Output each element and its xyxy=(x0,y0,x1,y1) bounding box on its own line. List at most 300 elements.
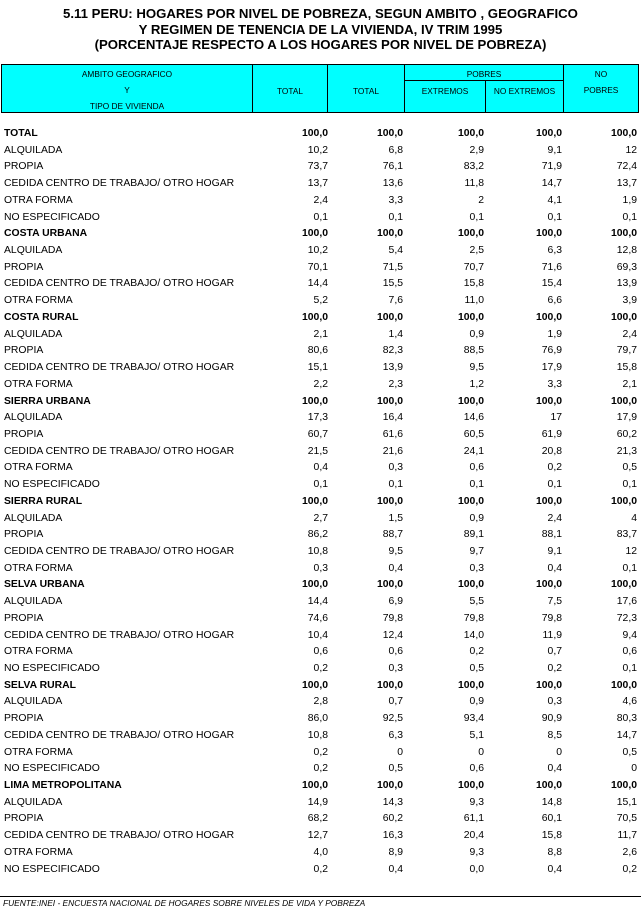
row-value: 0,5 xyxy=(622,746,637,758)
row-value: 15,8 xyxy=(463,278,484,290)
row-value: 0,4 xyxy=(388,863,403,875)
table-row xyxy=(0,544,641,561)
row-value: 100,0 xyxy=(376,228,403,240)
row-value: 60,2 xyxy=(616,428,637,440)
row-label: CEDIDA CENTRO DE TRABAJO/ OTRO HOGAR xyxy=(4,278,235,290)
row-value: 100,0 xyxy=(376,395,403,407)
row-label: PROPIA xyxy=(4,529,44,541)
row-label: OTRA FORMA xyxy=(4,295,73,307)
row-value: 0,1 xyxy=(469,479,484,491)
row-value: 2,4 xyxy=(313,194,328,206)
row-label: ALQUILADA xyxy=(4,328,63,340)
row-value: 8,9 xyxy=(388,846,403,858)
row-value: 61,9 xyxy=(541,428,562,440)
row-value: 100,0 xyxy=(376,679,403,691)
row-value: 100,0 xyxy=(376,579,403,591)
row-value: 15,4 xyxy=(541,278,562,290)
row-value: 4 xyxy=(631,512,637,524)
row-value: 72,3 xyxy=(616,612,637,624)
table-row xyxy=(0,511,641,528)
row-value: 60,5 xyxy=(463,428,484,440)
row-value: 2,1 xyxy=(622,378,637,390)
row-value: 0,1 xyxy=(388,211,403,223)
row-value: 6,8 xyxy=(388,144,403,156)
row-value: 100,0 xyxy=(376,780,403,792)
header-total-2: TOTAL xyxy=(353,86,379,96)
table-body xyxy=(0,126,641,878)
row-value: 8,5 xyxy=(547,729,562,741)
row-value: 70,5 xyxy=(616,813,637,825)
table-row xyxy=(0,527,641,544)
row-value: 74,6 xyxy=(307,612,328,624)
table-header xyxy=(1,64,639,113)
row-value: 0,6 xyxy=(469,462,484,474)
header-no-extremos: NO EXTREMOS xyxy=(493,86,556,96)
row-value: 89,1 xyxy=(463,529,484,541)
row-label: CEDIDA CENTRO DE TRABAJO/ OTRO HOGAR xyxy=(4,729,235,741)
row-label: ALQUILADA xyxy=(4,596,63,608)
row-value: 21,6 xyxy=(382,445,403,457)
row-label: OTRA FORMA xyxy=(4,462,73,474)
row-value: 0,6 xyxy=(469,763,484,775)
row-value: 71,6 xyxy=(541,261,562,273)
row-value: 9,7 xyxy=(469,545,484,557)
row-label: PROPIA xyxy=(4,713,44,725)
row-value: 13,7 xyxy=(616,178,637,190)
table-row xyxy=(0,611,641,628)
row-label: ALQUILADA xyxy=(4,245,63,257)
table-row xyxy=(0,343,641,360)
row-value: 10,2 xyxy=(307,144,328,156)
row-value: 9,1 xyxy=(547,545,562,557)
table-row xyxy=(0,628,641,645)
row-value: 90,9 xyxy=(541,713,562,725)
row-value: 17,9 xyxy=(541,362,562,374)
table-row xyxy=(0,845,641,862)
row-label: OTRA FORMA xyxy=(4,562,73,574)
row-value: 12 xyxy=(625,144,637,156)
row-value: 100,0 xyxy=(535,228,562,240)
row-value: 16,3 xyxy=(382,830,403,842)
row-label: SELVA URBANA xyxy=(4,579,85,591)
row-value: 2,9 xyxy=(469,144,484,156)
row-value: 6,9 xyxy=(388,596,403,608)
row-label: CEDIDA CENTRO DE TRABAJO/ OTRO HOGAR xyxy=(4,445,235,457)
row-label: NO ESPECIFICADO xyxy=(4,663,100,674)
row-value: 14,0 xyxy=(463,629,484,641)
row-value: 11,9 xyxy=(542,629,562,641)
row-value: 92,5 xyxy=(382,713,403,725)
row-label: OTRA FORMA xyxy=(4,378,73,390)
row-value: 2,7 xyxy=(313,512,328,524)
row-value: 82,3 xyxy=(382,345,403,357)
row-value: 100,0 xyxy=(301,780,328,792)
row-value: 0,2 xyxy=(547,663,562,674)
row-value: 100,0 xyxy=(301,311,328,323)
row-label: PROPIA xyxy=(4,612,44,624)
row-label: CEDIDA CENTRO DE TRABAJO/ OTRO HOGAR xyxy=(4,629,235,641)
section-row xyxy=(0,678,641,695)
table-row xyxy=(0,293,641,310)
row-value: 5,1 xyxy=(469,729,484,741)
row-label: CEDIDA CENTRO DE TRABAJO/ OTRO HOGAR xyxy=(4,362,235,374)
row-value: 11,8 xyxy=(464,178,484,190)
row-value: 60,7 xyxy=(307,428,328,440)
row-value: 0,9 xyxy=(469,512,484,524)
row-value: 14,8 xyxy=(541,796,562,808)
row-label: CEDIDA CENTRO DE TRABAJO/ OTRO HOGAR xyxy=(4,178,235,190)
title-line-1: 5.11 PERU: HOGARES POR NIVEL DE POBREZA, SEGUN AMBITO , GEOGRAFICO xyxy=(63,6,578,21)
row-value: 0,1 xyxy=(313,479,328,491)
table-row xyxy=(0,327,641,344)
row-value: 20,4 xyxy=(463,830,484,842)
row-label: SIERRA RURAL xyxy=(4,495,83,507)
row-value: 14,7 xyxy=(541,178,562,190)
table-row xyxy=(0,427,641,444)
row-value: 79,8 xyxy=(382,612,403,624)
row-value: 0,9 xyxy=(469,696,484,708)
row-value: 10,8 xyxy=(307,545,328,557)
row-value: 0,1 xyxy=(547,211,562,223)
row-value: 0,1 xyxy=(388,479,403,491)
row-value: 15,1 xyxy=(616,796,637,808)
row-label: PROPIA xyxy=(4,261,44,273)
row-value: 0,3 xyxy=(388,462,403,474)
row-value: 83,7 xyxy=(616,529,637,541)
header-divider xyxy=(404,80,564,81)
row-label: ALQUILADA xyxy=(4,144,63,156)
row-value: 21,3 xyxy=(616,445,637,457)
row-value: 0,5 xyxy=(469,663,484,674)
row-value: 68,2 xyxy=(307,813,328,825)
row-value: 0 xyxy=(397,746,403,758)
row-label: TOTAL xyxy=(4,128,38,139)
row-value: 17,9 xyxy=(616,412,637,424)
row-value: 0,6 xyxy=(622,646,637,658)
row-value: 7,5 xyxy=(547,596,562,608)
row-label: PROPIA xyxy=(4,345,44,357)
row-value: 0,3 xyxy=(313,562,328,574)
row-value: 2,5 xyxy=(469,245,484,257)
row-value: 100,0 xyxy=(301,679,328,691)
row-value: 2,1 xyxy=(313,328,328,340)
row-value: 9,1 xyxy=(547,144,562,156)
row-value: 14,6 xyxy=(463,412,484,424)
table-row xyxy=(0,210,641,227)
row-value: 100,0 xyxy=(610,679,637,691)
row-value: 0,2 xyxy=(313,746,328,758)
row-value: 100,0 xyxy=(457,495,484,507)
source-note: FUENTE:INEI - ENCUESTA NACIONAL DE HOGARES SOBRE NIVELES DE VIDA Y POBREZA xyxy=(3,898,366,908)
row-value: 21,5 xyxy=(307,445,328,457)
row-value: 79,8 xyxy=(541,612,562,624)
row-label: NO ESPECIFICADO xyxy=(4,211,100,223)
row-value: 9,4 xyxy=(622,629,637,641)
row-value: 9,5 xyxy=(388,545,403,557)
row-value: 0,6 xyxy=(313,646,328,658)
row-value: 100,0 xyxy=(376,311,403,323)
row-label: OTRA FORMA xyxy=(4,846,73,858)
row-value: 100,0 xyxy=(610,495,637,507)
row-value: 14,4 xyxy=(307,596,328,608)
row-value: 2,4 xyxy=(547,512,562,524)
row-value: 0,2 xyxy=(313,663,328,674)
row-value: 0,7 xyxy=(547,646,562,658)
row-value: 0,3 xyxy=(547,696,562,708)
header-total-1: TOTAL xyxy=(277,86,303,96)
row-value: 100,0 xyxy=(535,311,562,323)
row-value: 0,4 xyxy=(547,763,562,775)
table-row xyxy=(0,377,641,394)
row-value: 80,3 xyxy=(616,713,637,725)
row-value: 13,9 xyxy=(382,362,403,374)
row-value: 0,4 xyxy=(547,863,562,875)
row-value: 16,4 xyxy=(382,412,403,424)
row-value: 60,2 xyxy=(382,813,403,825)
row-value: 88,5 xyxy=(463,345,484,357)
row-value: 0,2 xyxy=(547,462,562,474)
row-value: 100,0 xyxy=(301,495,328,507)
table-row xyxy=(0,243,641,260)
row-value: 0,2 xyxy=(313,863,328,875)
row-value: 12,7 xyxy=(307,830,328,842)
row-value: 100,0 xyxy=(457,228,484,240)
row-value: 100,0 xyxy=(535,395,562,407)
row-value: 79,8 xyxy=(463,612,484,624)
row-value: 0,1 xyxy=(469,211,484,223)
row-value: 100,0 xyxy=(301,128,328,139)
row-value: 17,3 xyxy=(307,412,328,424)
table-row xyxy=(0,644,641,661)
row-value: 100,0 xyxy=(610,228,637,240)
row-label: OTRA FORMA xyxy=(4,746,73,758)
row-value: 0,0 xyxy=(469,863,484,875)
row-value: 100,0 xyxy=(301,579,328,591)
table-row xyxy=(0,728,641,745)
section-row xyxy=(0,577,641,594)
row-value: 83,2 xyxy=(463,161,484,173)
row-value: 0,1 xyxy=(622,211,637,223)
row-value: 2,8 xyxy=(313,696,328,708)
table-row xyxy=(0,477,641,494)
row-value: 1,2 xyxy=(469,378,484,390)
section-row xyxy=(0,226,641,243)
row-value: 0,5 xyxy=(388,763,403,775)
table-row xyxy=(0,811,641,828)
header-extremos: EXTREMOS xyxy=(421,86,469,96)
row-value: 61,6 xyxy=(382,428,403,440)
row-value: 100,0 xyxy=(610,311,637,323)
row-value: 12,4 xyxy=(382,629,403,641)
row-value: 61,1 xyxy=(463,813,484,825)
row-value: 0 xyxy=(631,763,637,775)
row-value: 1,5 xyxy=(388,512,403,524)
row-value: 0,2 xyxy=(469,646,484,658)
row-value: 8,8 xyxy=(547,846,562,858)
table-row xyxy=(0,561,641,578)
row-value: 9,3 xyxy=(469,796,484,808)
row-value: 12,8 xyxy=(616,245,637,257)
table-row xyxy=(0,143,641,160)
row-value: 14,4 xyxy=(307,278,328,290)
row-value: 73,7 xyxy=(307,161,328,173)
row-label: ALQUILADA xyxy=(4,796,63,808)
row-value: 1,9 xyxy=(622,194,637,206)
row-value: 2 xyxy=(478,194,484,206)
row-value: 2,4 xyxy=(622,328,637,340)
row-value: 0,4 xyxy=(313,462,328,474)
row-value: 15,8 xyxy=(541,830,562,842)
row-value: 0,5 xyxy=(622,462,637,474)
row-value: 13,7 xyxy=(307,178,328,190)
row-value: 5,5 xyxy=(469,596,484,608)
row-value: 69,3 xyxy=(616,261,637,273)
row-value: 11,7 xyxy=(617,830,637,842)
row-value: 76,9 xyxy=(541,345,562,357)
header-ambito: AMBITO GEOGRAFICO Y TIPO DE VIVIENDA xyxy=(81,69,173,111)
table-title xyxy=(0,6,641,53)
table-row xyxy=(0,862,641,879)
section-row xyxy=(0,778,641,795)
row-value: 7,6 xyxy=(388,295,403,307)
table-row xyxy=(0,661,641,678)
table-row xyxy=(0,694,641,711)
header-pobres: POBRES xyxy=(466,69,502,79)
row-value: 0,1 xyxy=(622,562,637,574)
table-row xyxy=(0,444,641,461)
row-value: 0,1 xyxy=(547,479,562,491)
row-value: 15,1 xyxy=(307,362,328,374)
row-value: 0,2 xyxy=(622,863,637,875)
row-value: 86,0 xyxy=(307,713,328,725)
table-row xyxy=(0,410,641,427)
row-label: SIERRA URBANA xyxy=(4,395,91,407)
row-value: 10,8 xyxy=(307,729,328,741)
row-value: 70,7 xyxy=(463,261,484,273)
row-value: 100,0 xyxy=(457,395,484,407)
row-label: CEDIDA CENTRO DE TRABAJO/ OTRO HOGAR xyxy=(4,545,235,557)
row-value: 1,4 xyxy=(388,328,403,340)
row-value: 70,1 xyxy=(307,261,328,273)
table-row xyxy=(0,176,641,193)
section-row xyxy=(0,494,641,511)
row-value: 100,0 xyxy=(535,495,562,507)
row-value: 11,0 xyxy=(464,295,484,307)
row-value: 0,3 xyxy=(469,562,484,574)
row-label: NO ESPECIFICADO xyxy=(4,479,100,491)
row-value: 4,1 xyxy=(547,194,562,206)
row-value: 0 xyxy=(478,746,484,758)
row-value: 5,4 xyxy=(388,245,403,257)
row-value: 9,5 xyxy=(469,362,484,374)
table-row xyxy=(0,745,641,762)
row-label: PROPIA xyxy=(4,813,44,825)
row-value: 72,4 xyxy=(616,161,637,173)
row-value: 100,0 xyxy=(610,128,637,139)
row-value: 100,0 xyxy=(535,679,562,691)
row-value: 100,0 xyxy=(457,579,484,591)
row-label: SELVA RURAL xyxy=(4,679,76,691)
row-value: 10,2 xyxy=(307,245,328,257)
row-value: 100,0 xyxy=(535,780,562,792)
row-value: 2,6 xyxy=(622,846,637,858)
row-label: LIMA METROPOLITANA xyxy=(4,780,122,792)
row-value: 14,9 xyxy=(307,796,328,808)
row-label: PROPIA xyxy=(4,428,44,440)
row-value: 100,0 xyxy=(457,311,484,323)
header-divider xyxy=(485,80,486,112)
row-value: 60,1 xyxy=(541,813,562,825)
row-value: 3,3 xyxy=(388,194,403,206)
row-value: 15,5 xyxy=(382,278,403,290)
footer-rule xyxy=(0,896,641,897)
row-value: 1,9 xyxy=(547,328,562,340)
table-row xyxy=(0,260,641,277)
row-value: 3,3 xyxy=(547,378,562,390)
section-row xyxy=(0,394,641,411)
row-value: 24,1 xyxy=(463,445,484,457)
row-value: 100,0 xyxy=(535,579,562,591)
table-row xyxy=(0,795,641,812)
row-value: 79,7 xyxy=(616,345,637,357)
row-value: 0,7 xyxy=(388,696,403,708)
row-label: CEDIDA CENTRO DE TRABAJO/ OTRO HOGAR xyxy=(4,830,235,842)
row-value: 100,0 xyxy=(457,128,484,139)
row-value: 0,1 xyxy=(622,479,637,491)
row-value: 100,0 xyxy=(376,128,403,139)
table-row xyxy=(0,159,641,176)
row-value: 5,2 xyxy=(313,295,328,307)
row-value: 100,0 xyxy=(457,780,484,792)
table-row xyxy=(0,360,641,377)
row-label: NO ESPECIFICADO xyxy=(4,863,100,875)
row-value: 6,3 xyxy=(388,729,403,741)
row-value: 88,7 xyxy=(382,529,403,541)
row-value: 17,6 xyxy=(616,596,637,608)
row-label: OTRA FORMA xyxy=(4,646,73,658)
row-value: 76,1 xyxy=(382,161,403,173)
row-value: 14,7 xyxy=(616,729,637,741)
table-row xyxy=(0,828,641,845)
row-value: 100,0 xyxy=(457,679,484,691)
row-value: 100,0 xyxy=(301,228,328,240)
header-no-pobres: NO POBRES xyxy=(583,69,619,95)
row-value: 6,6 xyxy=(547,295,562,307)
row-value: 0,4 xyxy=(547,562,562,574)
title-line-3: (PORCENTAJE RESPECTO A LOS HOGARES POR NIVEL DE POBREZA) xyxy=(94,37,547,52)
row-value: 9,3 xyxy=(469,846,484,858)
table-row xyxy=(0,711,641,728)
row-value: 71,5 xyxy=(382,261,403,273)
row-value: 4,6 xyxy=(622,696,637,708)
table-row xyxy=(0,193,641,210)
row-value: 4,0 xyxy=(313,846,328,858)
row-value: 0,3 xyxy=(388,663,403,674)
row-value: 100,0 xyxy=(610,579,637,591)
row-value: 10,4 xyxy=(307,629,328,641)
row-value: 71,9 xyxy=(541,161,562,173)
row-value: 100,0 xyxy=(535,128,562,139)
table-row xyxy=(0,460,641,477)
row-value: 0,2 xyxy=(313,763,328,775)
row-value: 12 xyxy=(625,545,637,557)
row-label: ALQUILADA xyxy=(4,512,63,524)
row-label: NO ESPECIFICADO xyxy=(4,763,100,775)
row-value: 0,1 xyxy=(313,211,328,223)
row-value: 13,6 xyxy=(382,178,403,190)
row-value: 17 xyxy=(550,412,562,424)
row-label: ALQUILADA xyxy=(4,412,63,424)
